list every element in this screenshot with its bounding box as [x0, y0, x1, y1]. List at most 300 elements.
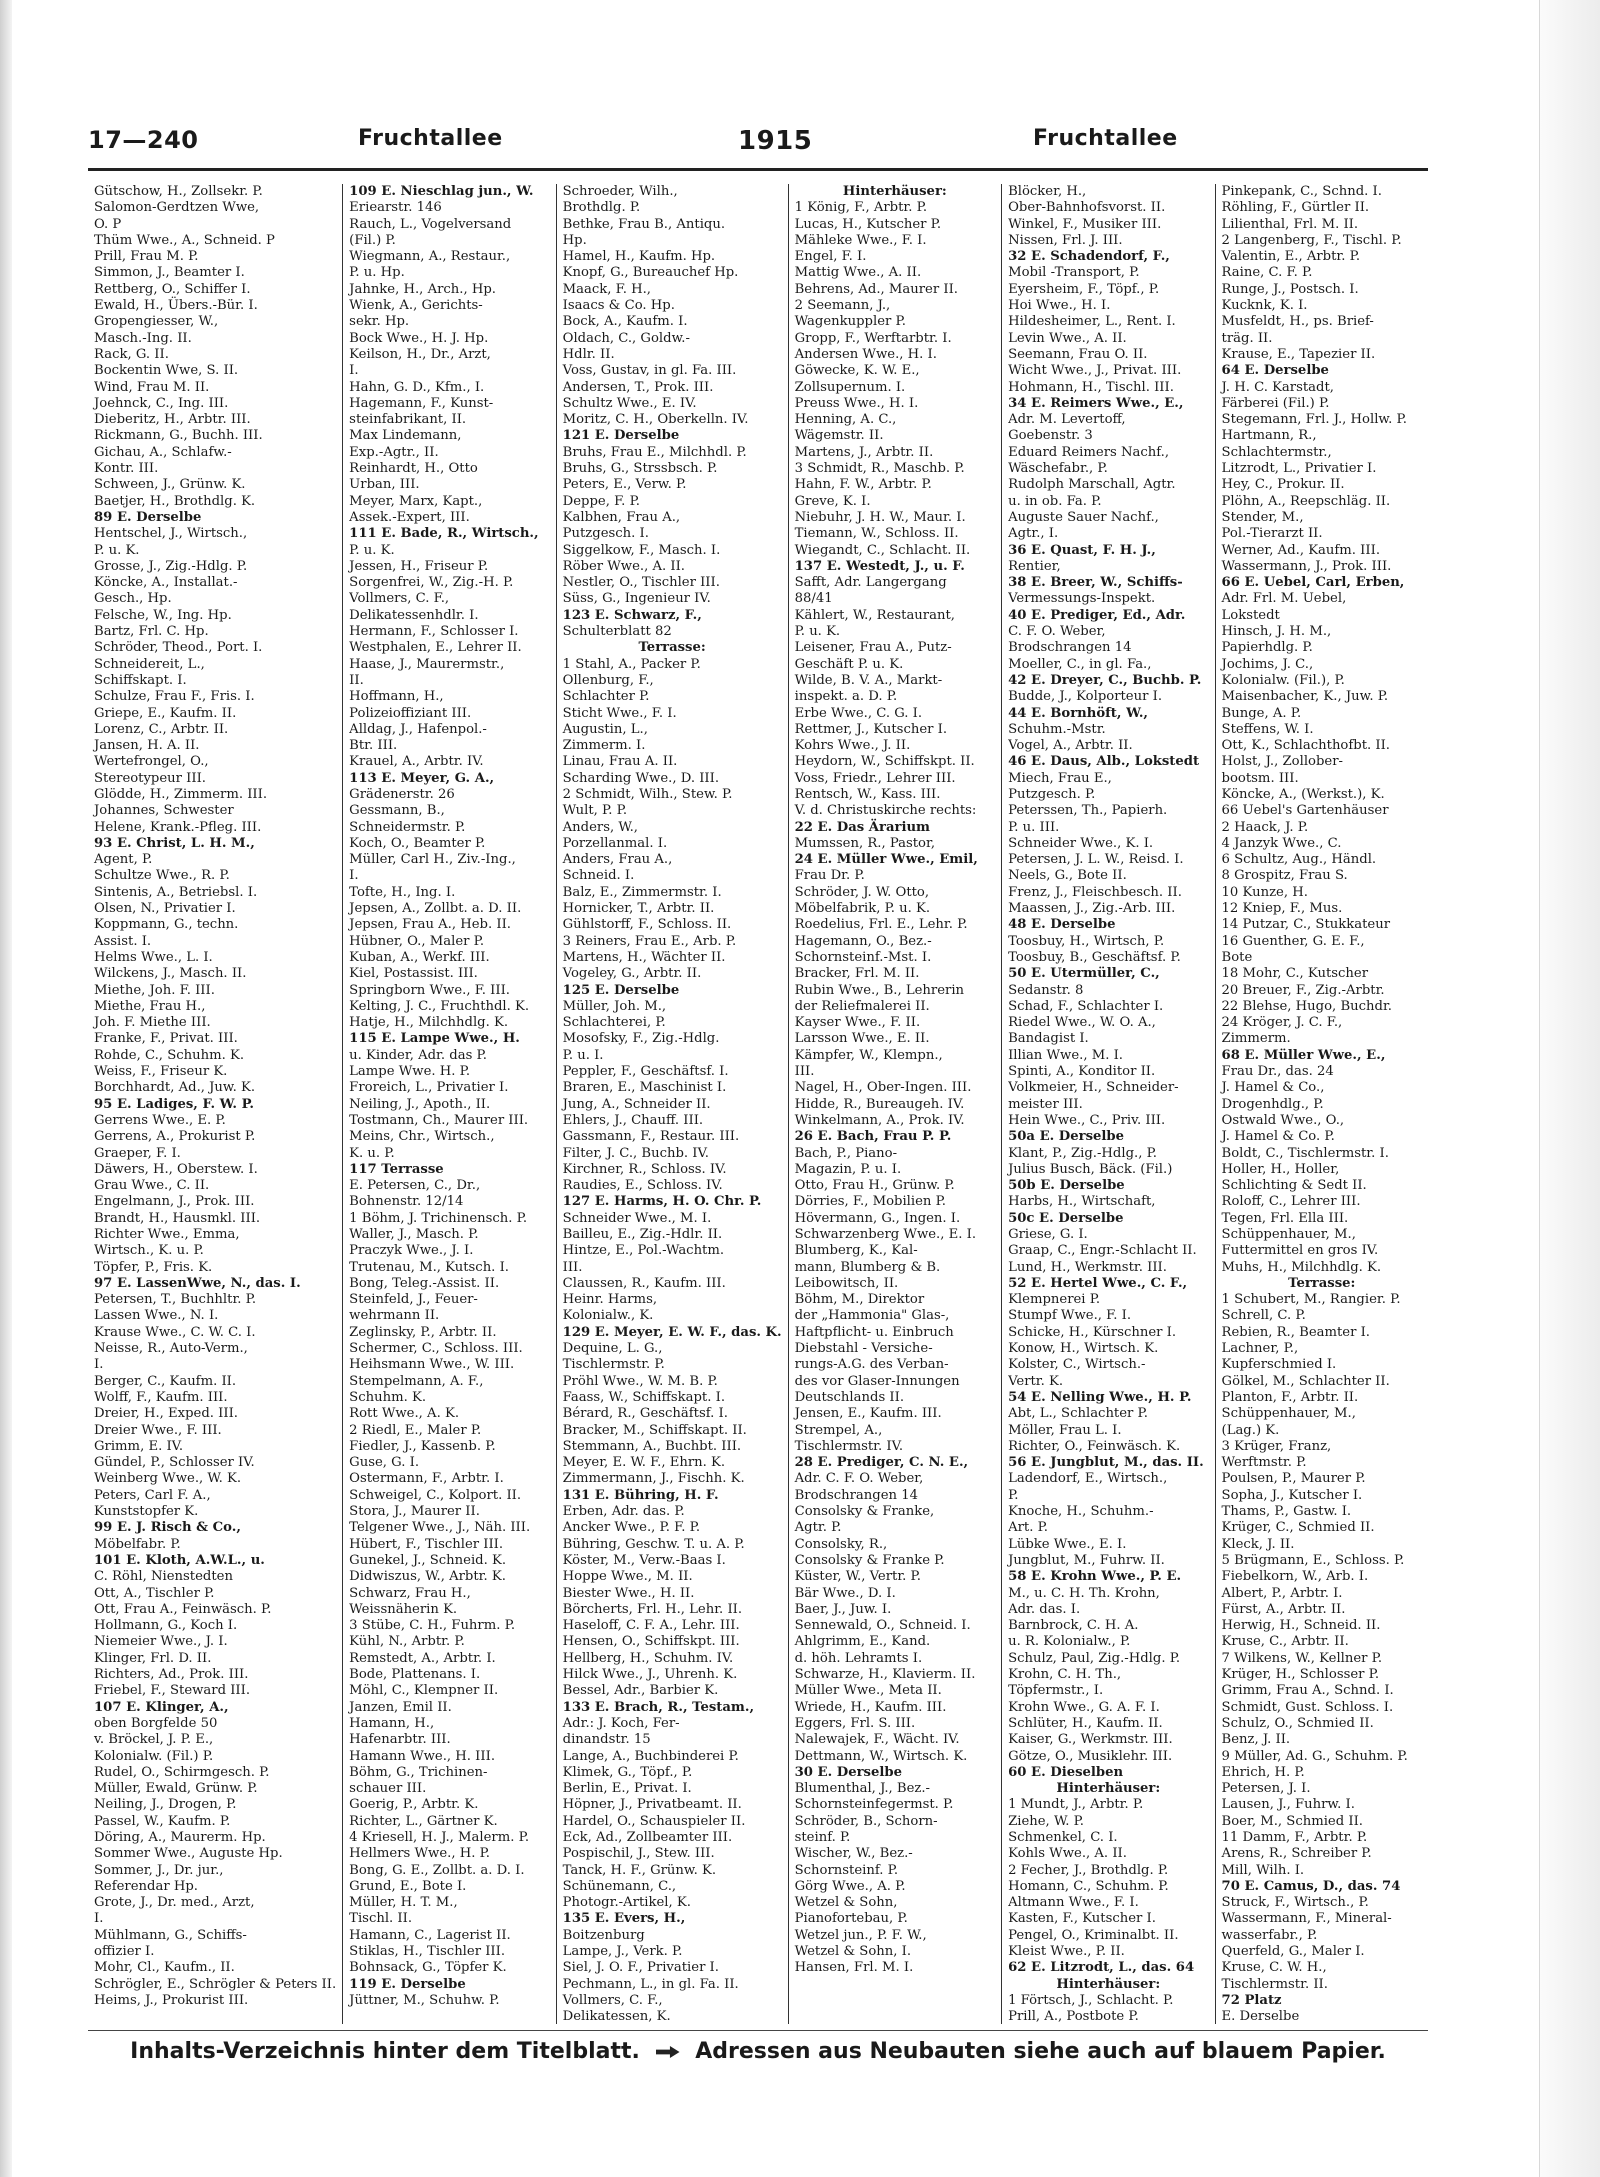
directory-entry: 127 E. Harms, H. O. Chr. P.: [562, 1194, 762, 1210]
directory-entry: P. u. Hp.: [349, 265, 405, 281]
directory-entry: Isaacs & Co. Hp.: [562, 298, 675, 314]
directory-entry: P. u. III.: [1008, 819, 1060, 835]
directory-entry: Voss, Friedr., Lehrer III.: [794, 770, 956, 786]
directory-entry: 1 König, F., Arbtr. P.: [794, 200, 928, 216]
directory-entry: Heinr. Harms,: [562, 1292, 658, 1308]
directory-entry: Neels, G., Bote II.: [1008, 868, 1127, 884]
directory-entry: Wetzel & Sohn,: [794, 1895, 898, 1911]
directory-entry: 70 E. Camus, D., das. 74: [1221, 1878, 1401, 1894]
directory-entry: Adr. C. F. O. Weber,: [794, 1471, 924, 1487]
directory-entry: 89 E. Derselbe: [94, 509, 202, 525]
directory-entry: Pinkepank, C., Schnd. I.: [1221, 184, 1382, 199]
directory-entry: Max Lindemann,: [349, 428, 462, 444]
directory-entry: Schlachterei, P.: [562, 1015, 666, 1031]
directory-entry: Voss, Gustav, in gl. Fa. III.: [562, 363, 737, 379]
directory-entry: Dörries, F., Mobilien P.: [794, 1194, 946, 1210]
directory-entry: Gerrens, A., Prokurist P.: [94, 1129, 256, 1145]
directory-entry: Mobil -Transport, P.: [1008, 265, 1140, 281]
directory-entry: Schicke, H., Kürschner I.: [1008, 1324, 1177, 1340]
directory-entry: Schlichting & Sedt II.: [1221, 1178, 1367, 1194]
directory-entry: Assek.-Expert, III.: [349, 509, 470, 525]
directory-entry: steinf. P.: [794, 1829, 851, 1845]
directory-entry: Müller, Ewald, Grünw. P.: [94, 1781, 258, 1797]
directory-entry: Meins, Chr., Wirtsch.,: [349, 1129, 495, 1145]
directory-entry: Hinterhäuser:: [1056, 1781, 1161, 1797]
directory-entry: Brothdlg. P.: [562, 200, 641, 216]
directory-entry: Harbs, H., Wirtschaft,: [1008, 1194, 1156, 1210]
directory-entry: wehrmann II.: [349, 1308, 440, 1324]
directory-entry: Hamann Wwe., H. III.: [349, 1748, 496, 1764]
directory-entry: 4 Janzyk Wwe., C.: [1221, 835, 1342, 851]
directory-entry: Terrasse:: [1288, 1275, 1356, 1291]
directory-entry: Ahlgrimm, E., Kand.: [794, 1634, 931, 1650]
directory-entry: Bockentin Wwe, S. II.: [94, 363, 239, 379]
directory-entry: 18 Mohr, C., Kutscher: [1221, 966, 1368, 982]
directory-entry: Gütschow, H., Zollsekr. P.: [94, 184, 263, 199]
directory-entry: Eyersheim, F., Töpf., P.: [1008, 281, 1160, 297]
directory-entry: Mühlmann, G., Schiffs-: [94, 1927, 247, 1943]
directory-entry: Steffens, W. I.: [1221, 721, 1314, 737]
directory-entry: Frau Dr. P.: [794, 868, 865, 884]
directory-entry: Planton, F., Arbtr. II.: [1221, 1389, 1359, 1405]
directory-entry: Herwig, H., Schneid. II.: [1221, 1618, 1381, 1634]
directory-entry: 119 E. Derselbe: [349, 1976, 466, 1992]
directory-entry: Consolsky & Franke P.: [794, 1552, 945, 1568]
directory-entry: Jessen, H., Friseur P.: [349, 558, 489, 574]
directory-entry: Hermann, F., Schlosser I.: [349, 624, 519, 640]
directory-entry: 11 Damm, F., Arbtr. P.: [1221, 1829, 1368, 1845]
directory-entry: 52 E. Hertel Wwe., C. F.,: [1008, 1275, 1188, 1291]
page-number: 17—240: [88, 126, 199, 154]
directory-entry: Schrell, C. P.: [1221, 1308, 1306, 1324]
directory-entry: Rudel, O., Schirmgesch. P.: [94, 1764, 270, 1780]
directory-entry: Miethe, Joh. F. III.: [94, 982, 215, 998]
directory-entry: 109 E. Nieschlag jun., W.: [349, 184, 534, 199]
directory-entry: Homann, C., Schuhm. P.: [1008, 1878, 1169, 1894]
directory-entry: Assist. I.: [94, 933, 152, 949]
directory-entry: Moritz, C. H., Oberkelln. IV.: [562, 412, 749, 428]
directory-entry: E. Derselbe: [1221, 2009, 1300, 2025]
directory-entry: Stumpf Wwe., F. I.: [1008, 1308, 1132, 1324]
directory-entry: Götze, O., Musiklehr. III.: [1008, 1748, 1173, 1764]
directory-entry: 1 Förtsch, J., Schlacht. P.: [1008, 1992, 1174, 2008]
directory-entry: Schweigel, C., Kolport. II.: [349, 1487, 522, 1503]
directory-entry: Ehrich, H. P.: [1221, 1764, 1305, 1780]
directory-entry: Hoffmann, H.,: [349, 689, 444, 705]
directory-entry: Lachner, P.,: [1221, 1341, 1299, 1357]
directory-entry: der Reliefmalerei II.: [794, 998, 930, 1014]
directory-entry: Exp.-Agtr., II.: [349, 444, 439, 460]
directory-entry: Porzellanmal. I.: [562, 835, 668, 851]
directory-entry: Peters, E., Verw. P.: [562, 477, 687, 493]
directory-entry: Grädenerstr. 26: [349, 786, 455, 802]
directory-entry: (Lag.) K.: [1221, 1422, 1280, 1438]
directory-entry: Illian Wwe., M. I.: [1008, 1047, 1123, 1063]
directory-entry: Joehnck, C., Ing. III.: [94, 395, 229, 411]
directory-entry: Nissen, Frl. J. III.: [1008, 232, 1123, 248]
directory-entry: Schiffskapt. I.: [94, 672, 187, 688]
directory-entry: Hinsch, J. H. M.,: [1221, 624, 1332, 640]
directory-entry: Helms Wwe., L. I.: [94, 949, 213, 965]
directory-entry: Hübert, F., Tischler III.: [349, 1536, 504, 1552]
directory-entry: Dettmann, W., Wirtsch. K.: [794, 1748, 968, 1764]
directory-entry: Mohr, Cl., Kaufm., II.: [94, 1960, 235, 1976]
directory-entry: Delikatessen, K.: [562, 2009, 671, 2025]
directory-entry: Joh. F. Miethe III.: [94, 1015, 211, 1031]
directory-entry: C. Röhl, Nienstedten: [94, 1569, 233, 1585]
directory-entry: Wirtsch., K. u. P.: [94, 1243, 204, 1259]
directory-entry: Schmenkel, C. I.: [1008, 1829, 1118, 1845]
directory-entry: Eriearstr. 146: [349, 200, 442, 216]
directory-entry: Hoi Wwe., H. I.: [1008, 298, 1111, 314]
directory-entry: Nestler, O., Tischler III.: [562, 575, 720, 591]
directory-entry: Schween, J., Grünw. K.: [94, 477, 246, 493]
directory-entry: Polizeioffiziant III.: [349, 705, 472, 721]
directory-entry: Grosse, J., Zig.-Hdlg. P.: [94, 558, 248, 574]
directory-entry: Dequine, L. G.,: [562, 1341, 663, 1357]
directory-entry: Engelmann, J., Prok. III.: [94, 1194, 255, 1210]
directory-entry: 38 E. Breer, W., Schiffs-: [1008, 575, 1183, 591]
scan-left-edge: [0, 0, 12, 2177]
scan-right-edge: [1539, 0, 1600, 2177]
directory-entry: Bach, P., Piano-: [794, 1145, 898, 1161]
directory-entry: 3 Schmidt, R., Maschb. P.: [794, 461, 965, 477]
directory-entry: Hamel, H., Kaufm. Hp.: [562, 249, 716, 265]
directory-entry: Kelting, J. C., Fruchthdl. K.: [349, 998, 530, 1014]
directory-entry: 6 Schultz, Aug., Händl.: [1221, 852, 1377, 868]
directory-entry: Kohls Wwe., A. II.: [1008, 1846, 1127, 1862]
directory-entry: Peppler, F., Geschäftsf. I.: [562, 1064, 729, 1080]
directory-entry: Gölkel, M., Schlachter II.: [1221, 1373, 1390, 1389]
directory-entry: Tischlermstr. II.: [1221, 1976, 1328, 1992]
directory-entry: Wolff, F., Kaufm. III.: [94, 1389, 228, 1405]
directory-entry: Griepe, E., Kaufm. II.: [94, 705, 237, 721]
directory-entry: Hövermann, G., Ingen. I.: [794, 1210, 961, 1226]
directory-entry: Tiemann, W., Schloss. II.: [794, 526, 959, 542]
directory-entry: Jansen, H. A. II.: [94, 738, 200, 754]
directory-entry: Oldach, C., Goldw.-: [562, 330, 690, 346]
directory-entry: Hahn, F. W., Arbtr. P.: [794, 477, 932, 493]
directory-entry: Möbelfabrik, P. u. K.: [794, 901, 931, 917]
directory-entry: Bérard, R., Geschäftsf. I.: [562, 1406, 728, 1422]
directory-entry: Kämpfer, W., Klempn.,: [794, 1047, 943, 1063]
directory-entry: P. u. K.: [94, 542, 140, 558]
directory-entry: Goerig, P., Arbtr. K.: [349, 1797, 479, 1813]
directory-entry: Tanck, H. F., Grünw. K.: [562, 1862, 717, 1878]
directory-entry: Schmidt, Gust. Schloss. I.: [1221, 1699, 1394, 1715]
directory-entry: offizier I.: [94, 1944, 155, 1960]
directory-entry: 123 E. Schwarz, F.,: [562, 607, 702, 623]
directory-entry: Meyer, E. W. F., Ehrn. K.: [562, 1455, 726, 1471]
directory-entry: Heims, J., Prokurist III.: [94, 1992, 249, 2008]
directory-entry: Mumssen, R., Pastor,: [794, 835, 936, 851]
directory-entry: 2 Riedl, E., Maler P.: [349, 1422, 482, 1438]
directory-entry: Petersen, J. L. W., Reisd. I.: [1008, 852, 1184, 868]
directory-entry: Richters, Ad., Prok. III.: [94, 1667, 249, 1683]
directory-entry: Kunststopfer K.: [94, 1504, 199, 1520]
directory-entry: 129 E. Meyer, E. W. F., das. K.: [562, 1324, 782, 1340]
directory-entry: Larsson Wwe., E. II.: [794, 1031, 930, 1047]
directory-entry: 101 E. Kloth, A.W.L., u.: [94, 1552, 265, 1568]
directory-entry: Dreier Wwe., F. III.: [94, 1422, 222, 1438]
directory-entry: Hardel, O., Schauspieler II.: [562, 1813, 746, 1829]
directory-entry: Muhs, H., Milchhdlg. K.: [1221, 1259, 1382, 1275]
directory-entry: Toosbuy, H., Wirtsch, P.: [1008, 933, 1165, 949]
directory-entry: Bühring, Geschw. T. u. A. P.: [562, 1536, 745, 1552]
directory-entry: 107 E. Klinger, A.,: [94, 1699, 229, 1715]
directory-entry: Kolonialw., K.: [562, 1308, 654, 1324]
directory-entry: Borchhardt, Ad., Juw. K.: [94, 1080, 256, 1096]
directory-entry: Deppe, F. P.: [562, 493, 640, 509]
directory-entry: Krause Wwe., C. W. C. I.: [94, 1324, 256, 1340]
directory-entry: Sticht Wwe., F. I.: [562, 705, 677, 721]
directory-entry: Graap, C., Engr.-Schlacht II.: [1008, 1243, 1197, 1259]
directory-entry: Ziehe, W. P.: [1008, 1813, 1084, 1829]
directory-entry: Mattig Wwe., A. II.: [794, 265, 922, 281]
directory-entry: 24 Kröger, J. C. F.,: [1221, 1015, 1343, 1031]
directory-entry: Lange, A., Buchbinderei P.: [562, 1748, 739, 1764]
directory-entry: I.: [349, 363, 359, 379]
directory-entry: Meyer, Marx, Kapt.,: [349, 493, 483, 509]
directory-entry: Kühl, N., Arbtr. P.: [349, 1634, 465, 1650]
directory-column-5: [1002, 184, 1215, 2024]
directory-entry: oben Borgfelde 50: [94, 1715, 218, 1731]
directory-entry: Hinterhäuser:: [842, 184, 947, 199]
directory-entry: 3 Stübe, C. H., Fuhrm. P.: [349, 1618, 516, 1634]
directory-entry: Valentin, E., Arbtr. P.: [1221, 249, 1361, 265]
directory-entry: Kupferschmied I.: [1221, 1357, 1337, 1373]
directory-entry: Keilson, H., Dr., Arzt,: [349, 346, 491, 362]
directory-entry: 113 E. Meyer, G. A.,: [349, 770, 495, 786]
directory-entry: Kolonialw. (Fil.), P.: [1221, 672, 1345, 688]
directory-entry: Bock, A., Kaufm. I.: [562, 314, 688, 330]
directory-entry: Schünemann, C.,: [562, 1878, 677, 1894]
directory-entry: Lilienthal, Frl. M. II.: [1221, 216, 1359, 232]
directory-entry: Jepsen, Frau A., Heb. II.: [349, 917, 511, 933]
directory-column-4: [789, 184, 1002, 2024]
directory-entry: Hagemann, F., Kunst-: [349, 395, 494, 411]
directory-entry: 111 E. Bade, R., Wirtsch.,: [349, 526, 539, 542]
directory-entry: Süss, G., Ingenieur IV.: [562, 591, 711, 607]
directory-entry: Richter, L., Gärtner K.: [349, 1813, 498, 1829]
directory-entry: Bode, Plattenans. I.: [349, 1667, 481, 1683]
directory-entry: Hollmann, G., Koch I.: [94, 1618, 238, 1634]
directory-entry: Klant, P., Zig.-Hdlg., P.: [1008, 1145, 1157, 1161]
directory-entry: Erbe Wwe., C. G. I.: [794, 705, 923, 721]
directory-entry: Wult, P. P.: [562, 803, 628, 819]
directory-entry: P.: [1008, 1487, 1019, 1503]
directory-entry: Baetjer, H., Brothdlg. K.: [94, 493, 256, 509]
directory-entry: Sopha, J., Kutscher I.: [1221, 1487, 1363, 1503]
directory-entry: 54 E. Nelling Wwe., H. P.: [1008, 1389, 1192, 1405]
directory-entry: 131 E. Bühring, H. F.: [562, 1487, 719, 1503]
directory-entry: Schwarze, H., Klavierm. II.: [794, 1667, 976, 1683]
directory-page: [88, 118, 1428, 2078]
directory-entry: Maisenbacher, K., Juw. P.: [1221, 689, 1389, 705]
directory-entry: Koppmann, G., techn.: [94, 917, 239, 933]
directory-entry: Salomon-Gerdtzen Wwe,: [94, 200, 260, 216]
directory-entry: Schultze Wwe., R. P.: [94, 868, 230, 884]
directory-entry: 1 Mundt, J., Arbtr. P.: [1008, 1797, 1144, 1813]
directory-entry: Tischlermstr. P.: [562, 1357, 665, 1373]
directory-entry: 95 E. Ladiges, F. W. P.: [94, 1096, 254, 1112]
directory-entry: Bock Wwe., H. J. Hp.: [349, 330, 489, 346]
directory-entry: Hentschel, J., Wirtsch.,: [94, 526, 248, 542]
directory-entry: Krüger, H., Schlosser P.: [1221, 1667, 1380, 1683]
directory-entry: Dreier, H., Exped. III.: [94, 1406, 238, 1422]
directory-entry: Trutenau, M., Kutsch. I.: [349, 1259, 509, 1275]
directory-entry: Weinberg Wwe., W. K.: [94, 1471, 242, 1487]
directory-entry: Olsen, N., Privatier I.: [94, 901, 236, 917]
directory-entry: Holst, J., Zollober-: [1221, 754, 1343, 770]
directory-entry: Kontr. III.: [94, 461, 159, 477]
directory-entry: Johannes, Schwester: [94, 803, 234, 819]
directory-entry: Siggelkow, F., Masch. I.: [562, 542, 721, 558]
directory-entry: Leibowitsch, II.: [794, 1275, 899, 1291]
street-name-right: Fruchtallee: [1033, 126, 1178, 151]
directory-entry: Stora, J., Maurer II.: [349, 1504, 480, 1520]
footer-index-note: Inhalts-Verzeichnis hinter dem Titelblatt.: [130, 2039, 640, 2064]
directory-entry: Stereotypeur III.: [94, 770, 206, 786]
directory-entry: Linau, Frau A. II.: [562, 754, 678, 770]
directory-entry: Preuss Wwe., H. I.: [794, 395, 919, 411]
directory-entry: Struck, F., Wirtsch., P.: [1221, 1895, 1369, 1911]
directory-entry: Kohrs Wwe., J. II.: [794, 738, 911, 754]
directory-entry: 14 Putzar, C., Stukkateur: [1221, 917, 1391, 933]
directory-entry: Schulterblatt 82: [562, 624, 672, 640]
directory-entry: Kaiser, G., Werkmstr. III.: [1008, 1732, 1173, 1748]
directory-entry: Rickmann, G., Buchh. III.: [94, 428, 263, 444]
directory-columns: [88, 184, 1428, 2024]
directory-entry: Andersen Wwe., H. I.: [794, 346, 937, 362]
directory-entry: 22 Blehse, Hugo, Buchdr.: [1221, 998, 1392, 1014]
directory-entry: Kruse, C., Arbtr. II.: [1221, 1634, 1349, 1650]
directory-entry: Grimm, Frau A., Schnd. I.: [1221, 1683, 1394, 1699]
directory-entry: Anders, Frau A.,: [562, 852, 673, 868]
directory-entry: Frau Dr., das. 24: [1221, 1064, 1334, 1080]
directory-entry: Petersen, T., Buchhltr. P.: [94, 1292, 257, 1308]
directory-entry: Grote, J., Dr. med., Arzt,: [94, 1895, 255, 1911]
directory-entry: 26 E. Bach, Frau P. P.: [794, 1129, 952, 1145]
directory-entry: Hansen, Frl. M. I.: [794, 1960, 914, 1976]
page-header: [88, 118, 1428, 171]
directory-entry: Pospischil, J., Stew. III.: [562, 1846, 715, 1862]
directory-entry: Consolsky, R.,: [794, 1536, 888, 1552]
directory-entry: Lorenz, C., Arbtr. II.: [94, 721, 229, 737]
directory-entry: Biester Wwe., H. II.: [562, 1585, 695, 1601]
directory-entry: Faass, W., Schiffskapt. I.: [562, 1389, 726, 1405]
directory-entry: Braren, E., Maschinist I.: [562, 1080, 727, 1096]
directory-entry: Haase, J., Maurermstr.,: [349, 656, 505, 672]
directory-entry: Höpner, J., Privatbeamt. II.: [562, 1797, 742, 1813]
directory-entry: Ehlers, J., Chauff. III.: [562, 1112, 704, 1128]
directory-entry: u. R. Kolonialw., P.: [1008, 1634, 1131, 1650]
directory-entry: Berger, C., Kaufm. II.: [94, 1373, 237, 1389]
directory-entry: Krüger, C., Schmied II.: [1221, 1520, 1375, 1536]
directory-entry: 8 Grospitz, Frau S.: [1221, 868, 1348, 884]
directory-entry: Tostmann, Ch., Maurer III.: [349, 1112, 529, 1128]
directory-entry: Friebel, F., Steward III.: [94, 1683, 251, 1699]
directory-entry: Adr. Frl. M. Uebel,: [1221, 591, 1347, 607]
directory-entry: 32 E. Schadendorf, F.,: [1008, 249, 1170, 265]
directory-entry: Didwiszus, W., Arbtr. K.: [349, 1569, 506, 1585]
directory-entry: Lübke Wwe., E. I.: [1008, 1536, 1127, 1552]
directory-entry: Praczyk Wwe., J. I.: [349, 1243, 474, 1259]
directory-entry: Altmann Wwe., F. I.: [1008, 1895, 1139, 1911]
directory-entry: I.: [94, 1911, 104, 1927]
directory-entry: Schultz Wwe., E. IV.: [562, 395, 697, 411]
directory-entry: P. u. K.: [349, 542, 395, 558]
directory-entry: Görg Wwe., A. P.: [794, 1878, 906, 1894]
directory-entry: Hinterhäuser:: [1056, 1976, 1161, 1992]
directory-entry: Schwarzenberg Wwe., E. I.: [794, 1227, 977, 1242]
directory-entry: Papierhdlg. P.: [1221, 640, 1313, 656]
directory-entry: Rohde, C., Schuhm. K.: [94, 1047, 245, 1063]
directory-entry: Schroeder, Wilh.,: [562, 184, 678, 199]
directory-entry: Consolsky & Franke,: [794, 1504, 935, 1520]
directory-entry: meister III.: [1008, 1096, 1083, 1112]
directory-entry: 88/41: [794, 591, 833, 607]
directory-entry: Rentsch, W., Kass. III.: [794, 786, 941, 802]
directory-entry: Springborn Wwe., F. III.: [349, 982, 510, 998]
directory-entry: Brandt, H., Hausmkl. III.: [94, 1210, 261, 1226]
directory-entry: Kleist Wwe., P. II.: [1008, 1944, 1125, 1960]
directory-entry: Bailleu, E., Zig.-Hdlr. II.: [562, 1227, 723, 1242]
directory-entry: 3 Krüger, Franz,: [1221, 1438, 1332, 1454]
directory-entry: Ober-Bahnhofsvorst. II.: [1008, 200, 1166, 216]
directory-entry: Wäschefabr., P.: [1008, 461, 1108, 477]
directory-entry: Wiegandt, C., Schlacht. II.: [794, 542, 971, 558]
directory-entry: Graeper, F. I.: [94, 1145, 181, 1161]
directory-entry: Vermessungs-Inspekt.: [1008, 591, 1156, 607]
directory-entry: 125 E. Derselbe: [562, 982, 680, 998]
directory-entry: Litzrodt, L., Privatier I.: [1221, 461, 1377, 477]
directory-entry: 64 E. Derselbe: [1221, 363, 1329, 379]
footer-newbuild-note: Adressen aus Neubauten siehe auch auf blauem Papier.: [695, 2039, 1386, 2064]
directory-entry: Hübner, O., Maler P.: [349, 933, 485, 949]
directory-entry: Ostermann, F., Arbtr. I.: [349, 1471, 504, 1487]
directory-entry: Ancker Wwe., P. F. P.: [562, 1520, 701, 1536]
directory-entry: Adr.: J. Koch, Fer-: [562, 1715, 680, 1731]
directory-entry: Telgener Wwe., J., Näh. III.: [349, 1520, 531, 1536]
directory-entry: Auguste Sauer Nachf.,: [1008, 509, 1159, 525]
directory-entry: Lausen, J., Fuhrw. I.: [1221, 1797, 1355, 1813]
directory-entry: Maassen, J., Zig.-Arb. III.: [1008, 901, 1176, 917]
directory-entry: Krohn, C. H. Th.,: [1008, 1667, 1122, 1683]
directory-entry: Nalewajek, F., Wächt. IV.: [794, 1732, 960, 1748]
directory-entry: Werftmstr. P.: [1221, 1455, 1307, 1471]
directory-entry: Döring, A., Maurerm. Hp.: [94, 1829, 266, 1845]
directory-entry: Schulz, Paul, Zig.-Hdlg. P.: [1008, 1650, 1181, 1666]
directory-entry: Hey, C., Prokur. II.: [1221, 477, 1345, 493]
directory-entry: Futtermittel en gros IV.: [1221, 1243, 1379, 1259]
directory-entry: Boitzenburg: [562, 1927, 645, 1943]
directory-entry: Vollmers, C. F.,: [349, 591, 450, 607]
directory-entry: Kruse, C. W. H.,: [1221, 1960, 1327, 1976]
directory-entry: Wetzel & Sohn, I.: [794, 1944, 912, 1960]
directory-entry: Wriede, H., Kaufm. III.: [794, 1699, 947, 1715]
directory-entry: Küster, W., Vertr. P.: [794, 1569, 921, 1585]
directory-entry: Pol.-Tierarzt II.: [1221, 526, 1323, 542]
directory-entry: Zollsupernum. I.: [794, 379, 906, 395]
directory-entry: Behrens, Ad., Maurer II.: [794, 281, 958, 297]
directory-entry: d. höh. Lehramts I.: [794, 1650, 923, 1666]
directory-entry: Tegen, Frl. Ella III.: [1221, 1210, 1349, 1226]
directory-entry: 135 E. Evers, H.,: [562, 1911, 686, 1927]
directory-entry: Bunge, A. P.: [1221, 705, 1302, 721]
directory-entry: Tofte, H., Ing. I.: [349, 884, 456, 900]
directory-entry: Bote: [1221, 949, 1253, 965]
